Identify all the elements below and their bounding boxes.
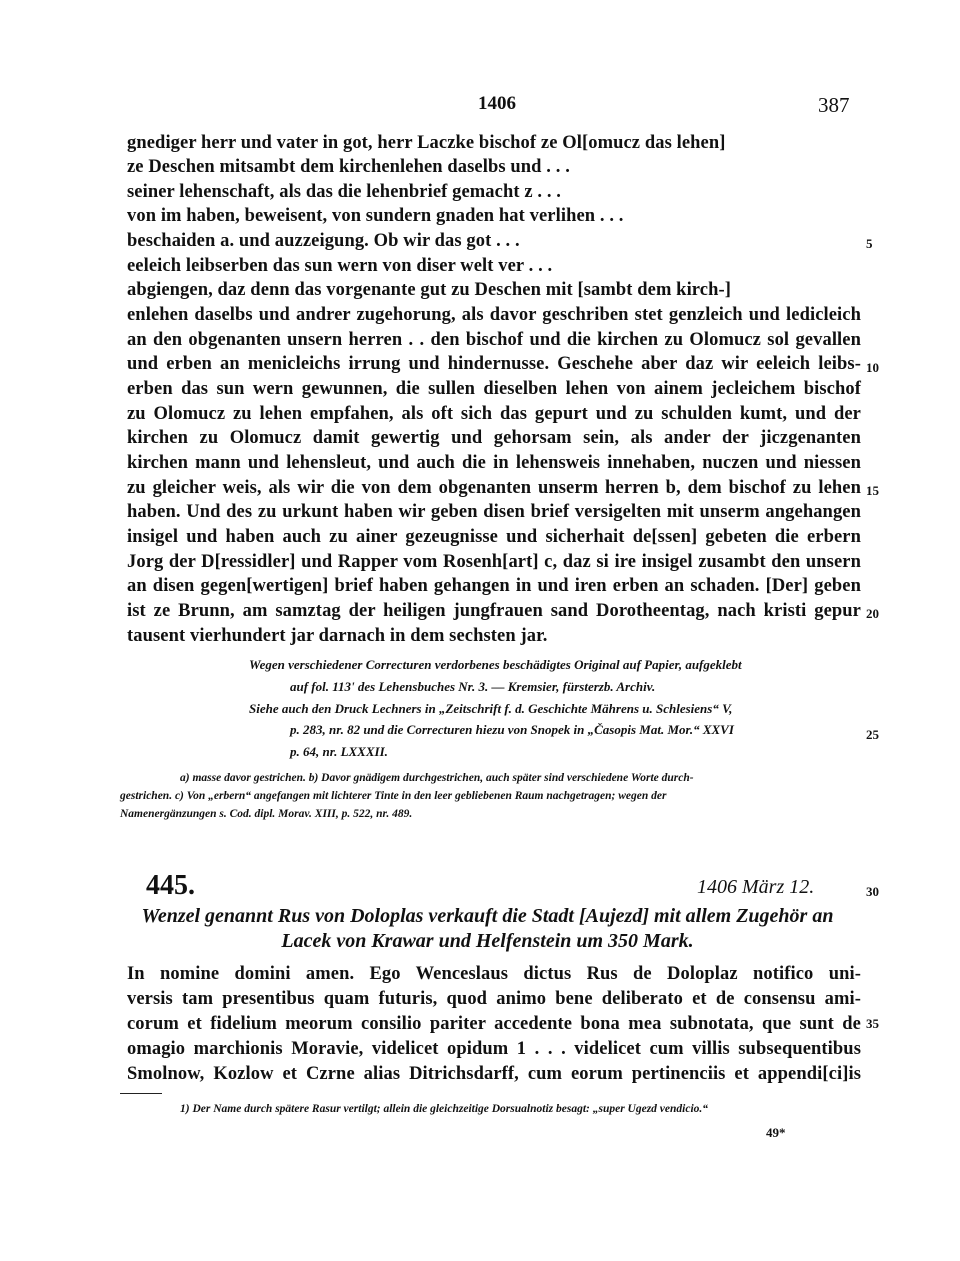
regest-line: Lacek von Krawar und Helfenstein um 350 Mark. [281,930,694,952]
text-line: ze Deschen mitsambt dem kirchenlehen daselbs und . . . [127,157,570,177]
text-line: und erben an menicleichs irrung und hindernusse. Geschehe aber daz wir eeleich leibs- [127,354,861,374]
line-number: 25 [866,727,879,742]
text-line: ist ze Brunn, am samztag der heiligen jungfrauen sand Dorotheentag, nach kristi gepur [127,601,861,621]
text-line: insigel und haben auch zu ainer gezeugnisse und sicherhait de[ssen] gebeten die erbern [127,527,861,547]
footnote-rule [120,1093,162,1094]
text-line: zu Olomucz zu lehen empfahen, als oft sich das gepurt und zu schulden kumt, und der [127,404,861,424]
text-line: Jorg der D[ressidler] und Rapper vom Rosenh[art] c, daz si ire insigel zusambt den unsern [127,552,861,572]
text-line: enlehen daselbs und andrer zugehorung, als davor geschriben stet genzleich und ledicleich [127,305,861,325]
page-number: 387 [818,93,850,117]
line-number: 5 [866,236,873,251]
editorial-note: p. 64, nr. LXXXII. [290,744,388,759]
line-number: 35 [866,1016,879,1031]
text-line: von im haben, beweisent, von sundern gnaden hat verlihen . . . [127,206,624,226]
text-line: seiner lehenschaft, als das die lehenbrief gemacht z . . . [127,182,562,202]
editorial-note: Wegen verschiedener Correcturen verdorbenes beschädigtes Original auf Papier, aufgeklebt [249,657,742,672]
text-line: gnediger herr und vater in got, herr Laczke bischof ze Ol[omucz das lehen] [127,133,726,153]
running-header-year: 1406 [478,93,516,114]
line-number: 10 [866,360,879,375]
text-line: haben. Und des zu urkunt haben wir geben disen brief versigelten mit unserm angehangen [127,502,861,522]
text-line: kirchen mann und lehensleut, und auch die in lehensweis innehaben, nuczen und niessen [127,453,861,473]
text-line: abgiengen, daz denn das vorgenante gut zu Deschen mit [sambt dem kirch-] [127,280,732,300]
text-line: In nomine domini amen. Ego Wenceslaus dictus Rus de Doloplaz notifico uni- [127,964,861,984]
text-line: kirchen zu Olomucz damit gewertig und gehorsam sein, als ander der jiczgenanten [127,428,861,448]
editorial-note: p. 283, nr. 82 und die Correcturen hiezu von Snopek in „Časopis Mat. Mor.“ XXVI [290,722,734,737]
text-line: an disen gegen[wertigen] brief haben gehangen in und iren erben an schaden. [Der] geben [127,576,861,596]
footnote: Namenergänzungen s. Cod. dipl. Morav. XIII, p. 522, nr. 489. [120,808,413,820]
text-line: corum et fidelium meorum consilio pariter accedente bona mea subnotata, que sunt de [127,1014,861,1034]
signature-mark: 49* [766,1125,786,1140]
line-number: 15 [866,483,879,498]
document-number: 445. [146,870,195,901]
text-line: versis tam presentibus quam futuris, quod animo bene deliberato et de consensu ami- [127,989,861,1009]
line-number: 20 [866,606,879,621]
document-date: 1406 März 12. [697,876,815,898]
editorial-note: auf fol. 113' des Lehensbuches Nr. 3. — Kremsier, fürsterzb. Archiv. [290,679,656,694]
regest-line: Wenzel genannt Rus von Doloplas verkauft die Stadt [Aujezd] mit allem Zugehör an [141,905,834,927]
footnote: a) masse davor gestrichen. b) Davor gnädigem durchgestrichen, auch später sind verschiedene Worte durch- [180,772,694,784]
text-line: omagio marchionis Moravie, videlicet opidum 1 . . . videlicet cum villis subsequentibus [127,1039,861,1059]
footnote: gestrichen. c) Von „erbern“ angefangen mit lichterer Tinte in den leer gebliebenen Raum nachgetragen; wegen der [120,790,667,802]
text-line: Smolnow, Kozlow et Czrne alias Ditrichsdarff, cum eorum pertinenciis et appendi[ci]is [127,1064,861,1084]
line-number: 30 [866,884,879,899]
text-line: an den obgenanten unsern herren . . den bischof und die kirchen zu Olomucz sol gevallen [127,330,861,350]
footnote: 1) Der Name durch spätere Rasur vertilgt; allein die gleichzeitige Dorsualnotiz besagt: „super Ugezd vendicio.“ [180,1103,709,1115]
text-line: eeleich leibserben das sun wern von diser welt ver . . . [127,256,553,276]
text-line: erben das sun wern gewunnen, die sullen dieselben lehen von ainem jecleichem bischof [127,379,861,399]
editorial-note: Siehe auch den Druck Lechners in „Zeitschrift f. d. Geschichte Mährens u. Schlesiens“ V, [249,701,733,716]
text-line: zu gleicher weis, als wir die von dem obgenanten unserm herren b, dem bischof zu lehen [127,478,861,498]
text-line: tausent vierhundert jar darnach in dem sechsten jar. [127,626,548,646]
text-line: beschaiden a. und auzzeigung. Ob wir das got . . . [127,231,520,251]
